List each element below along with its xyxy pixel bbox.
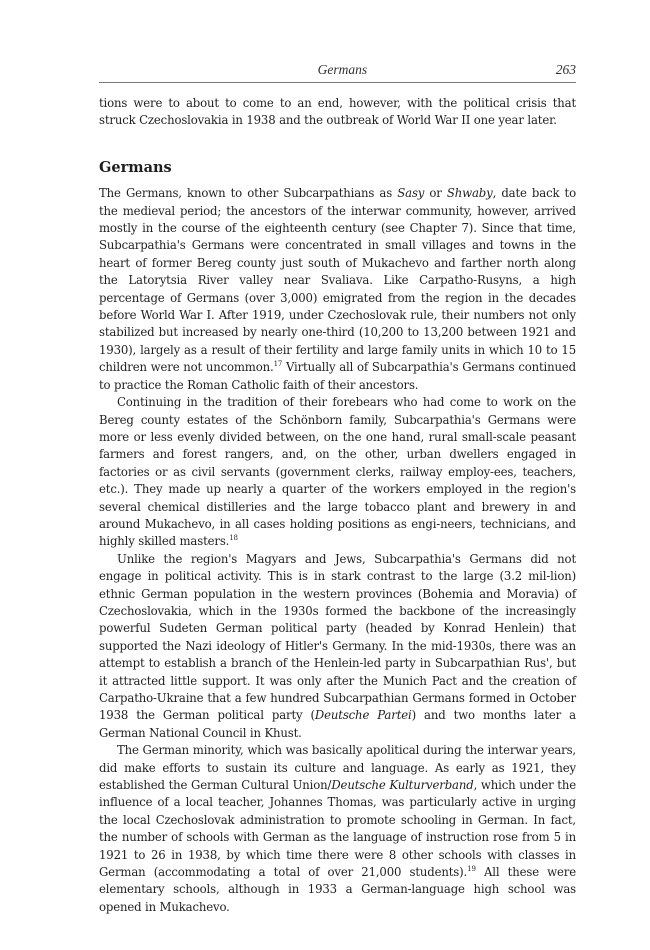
- term-deutsche-kulturverband: Deutsche Kulturverband: [331, 778, 474, 793]
- paragraph-4-text-b: , which under the influence of a local teacher, Johannes Thomas, was particularly active in urging the local Czechoslovak administration to promote schooling in German. In fact, the number of schools with German as the language of instruction rose from 5 in 1921 to 26 in 1938, by which time there were 8 other schools with classes in German (accommodating a total of over 21,000 students).: [99, 778, 576, 880]
- paragraph-2: [99, 394, 576, 551]
- paragraph-4-text-c: All these were elementary schools, although in 1933 a German-language high school was opened in Mukachevo.: [99, 865, 577, 914]
- book-page: [99, 62, 576, 916]
- term-deutsche-partei: Deutsche Partei: [314, 708, 412, 723]
- footnote-ref-19[interactable]: 19: [467, 865, 476, 874]
- running-head: [99, 62, 576, 83]
- paragraph-3-text-a: Unlike the region's Magyars and Jews, Subcarpathia's Germans did not engage in political activity. This is in stark contrast to the large (3.2 mil-lion) ethnic German population in the western provinces (Bohemia and Moravia) of Czechoslovakia, which in the 1930s formed the backbone of the increasingly powerful Sudeten German political party (headed by Konrad Henlein) that supported the Nazi ideology of Hitler's Germany. In the mid-1930s, there was an attempt to establish a branch of the Henlein-led party in Subcarpathian Rus', but it attracted little support. It was only after the Munich Pact and the creation of Carpatho-Ukraine that a few hundred Subcarpathian Germans formed in October 1938 the German political party (: [99, 551, 576, 723]
- paragraph-1-text-d: Virtually all of Subcarpathia's Germans continued to practice the Roman Catholic faith of their ancestors.: [99, 360, 576, 392]
- footnote-ref-18[interactable]: 18: [229, 534, 238, 543]
- paragraph-3-text-b: ) and two months later a German National Council in Khust.: [99, 708, 576, 740]
- paragraph-4-text-a: The German minority, which was basically apolitical during the interwar years, did make efforts to sustain its culture and language. As early as 1921, they established the German Cultural Union/: [99, 743, 576, 793]
- paragraph-4: [99, 742, 576, 916]
- term-sasy: Sasy: [397, 186, 425, 201]
- running-head-title: Germans: [317, 62, 368, 77]
- paragraph-3: [99, 551, 576, 742]
- paragraph-2-text: Continuing in the tradition of their forebears who had come to work on the Bereg county estates of the Schönborn family, Subcarpathia's Germans were more or less evenly divided between, on the one hand, rural small-scale peasant farmers and forest rangers, and, on the other, urban dwellers engaged in factories or as civil servants (government clerks, railway employ-ees, teachers, etc.). They made up nearly a quarter of the workers employed in the region's several chemical distilleries and the large tobacco plant and brewery in and around Mukachevo, in all cases holding positions as engi-neers, technicians, and highly skilled masters.: [99, 395, 576, 549]
- page-number: 263: [555, 62, 576, 77]
- paragraph-1: [99, 185, 576, 394]
- continued-paragraph: [99, 95, 576, 130]
- footnote-ref-17[interactable]: 17: [273, 360, 283, 369]
- body-text: [99, 95, 576, 916]
- paragraph-1-text-a: The Germans, known to other Subcarpathians as: [99, 186, 398, 201]
- term-shwaby: Shwaby: [446, 186, 493, 201]
- paragraph-1-text-b: or: [424, 186, 447, 201]
- continued-paragraph-text: tions were to about to come to an end, however, with the political crisis that struck Czechoslovakia in 1938 and the outbreak of World War II one year later.: [99, 96, 576, 128]
- section-heading: Germans: [99, 158, 172, 176]
- paragraph-1-text-c: , date back to the medieval period; the ancestors of the interwar community, however, arrived mostly in the course of the eighteenth century (see Chapter 7). Since that time, Subcarpathia's Germans were concentrated in small villages and towns in the heart of former Bereg county just south of Mukachevo and farther north along the Latorytsia River valley near Svaliava. Like Carpatho-Rusyns, a high percentage of Germans (over 3,000) emigrated from the region in the decades before World War I. After 1919, under Czechoslovak rule, their numbers not only stabilized but increased by nearly one-third (10,200 to 13,200 between 1921 and 1930), largely as a result of their fertility and large family units in which 10 to 15 children were not uncommon.: [99, 186, 576, 375]
